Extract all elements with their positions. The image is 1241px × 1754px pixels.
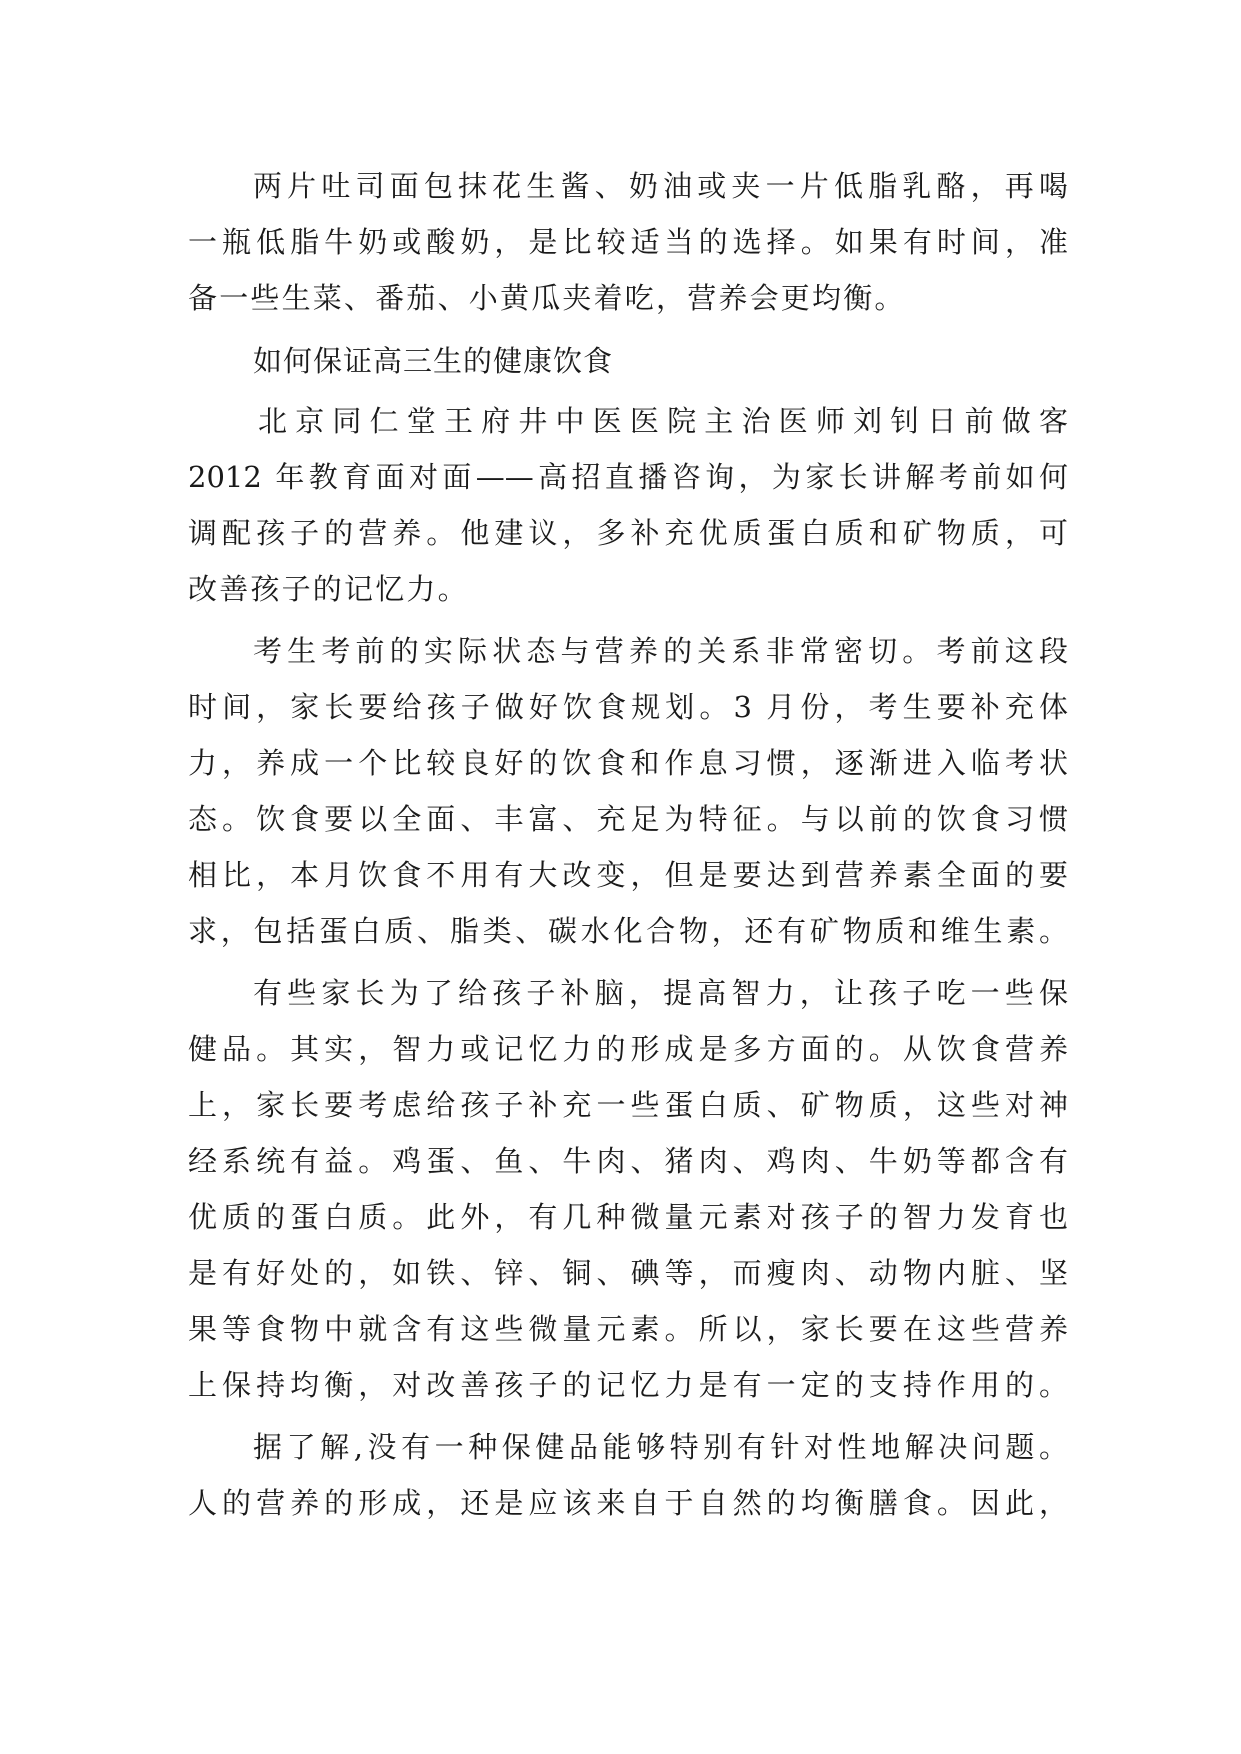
text-line: 北京同仁堂王府井中医医院主治医师刘钊日前做客 — [258, 404, 1068, 438]
text-line: 态。饮食要以全面、丰富、充足为特征。与以前的饮食习惯 — [188, 802, 1068, 836]
section-heading: 如何保证高三生的健康饮食 — [253, 344, 614, 378]
text-line: 调配孩子的营养。他建议，多补充优质蛋白质和矿物质，可 — [188, 516, 1068, 550]
text-line: 备一些生菜、番茄、小黄瓜夹着吃，营养会更均衡。 — [188, 281, 906, 315]
text-line: 有些家长为了给孩子补脑，提高智力，让孩子吃一些保 — [253, 976, 1068, 1010]
text-line: 两片吐司面包抹花生酱、奶油或夹一片低脂乳酪，再喝 — [253, 169, 1068, 203]
text-line: 经系统有益。鸡蛋、鱼、牛肉、猪肉、鸡肉、牛奶等都含有 — [188, 1144, 1068, 1178]
text-line: 上保持均衡，对改善孩子的记忆力是有一定的支持作用的。 — [188, 1368, 1068, 1402]
text-line: 是有好处的，如铁、锌、铜、碘等，而瘦肉、动物内脏、坚 — [188, 1256, 1068, 1290]
text-line: 果等食物中就含有这些微量元素。所以，家长要在这些营养 — [188, 1312, 1068, 1346]
text-line: 优质的蛋白质。此外，有几种微量元素对孩子的智力发育也 — [188, 1200, 1068, 1234]
text-line: 时间，家长要给孩子做好饮食规划。3 月份，考生要补充体 — [188, 690, 1068, 724]
text-line: 求，包括蛋白质、脂类、碳水化合物，还有矿物质和维生素。 — [188, 914, 1068, 948]
text-line: 上，家长要考虑给孩子补充一些蛋白质、矿物质，这些对神 — [188, 1088, 1068, 1122]
text-line: 考生考前的实际状态与营养的关系非常密切。考前这段 — [253, 634, 1068, 668]
text-line: 健品。其实，智力或记忆力的形成是多方面的。从饮食营养 — [188, 1032, 1068, 1066]
text-line: 一瓶低脂牛奶或酸奶，是比较适当的选择。如果有时间，准 — [188, 225, 1068, 259]
text-line: 力，养成一个比较良好的饮食和作息习惯，逐渐进入临考状 — [188, 746, 1068, 780]
text-line: 相比，本月饮食不用有大改变，但是要达到营养素全面的要 — [188, 858, 1068, 892]
text-line: 2012 年教育面对面——高招直播咨询，为家长讲解考前如何 — [188, 460, 1068, 494]
text-line: 人的营养的形成，还是应该来自于自然的均衡膳食。因此， — [188, 1486, 1068, 1520]
text-line: 改善孩子的记忆力。 — [188, 572, 469, 606]
text-line: 据了解,没有一种保健品能够特别有针对性地解决问题。 — [253, 1430, 1068, 1464]
